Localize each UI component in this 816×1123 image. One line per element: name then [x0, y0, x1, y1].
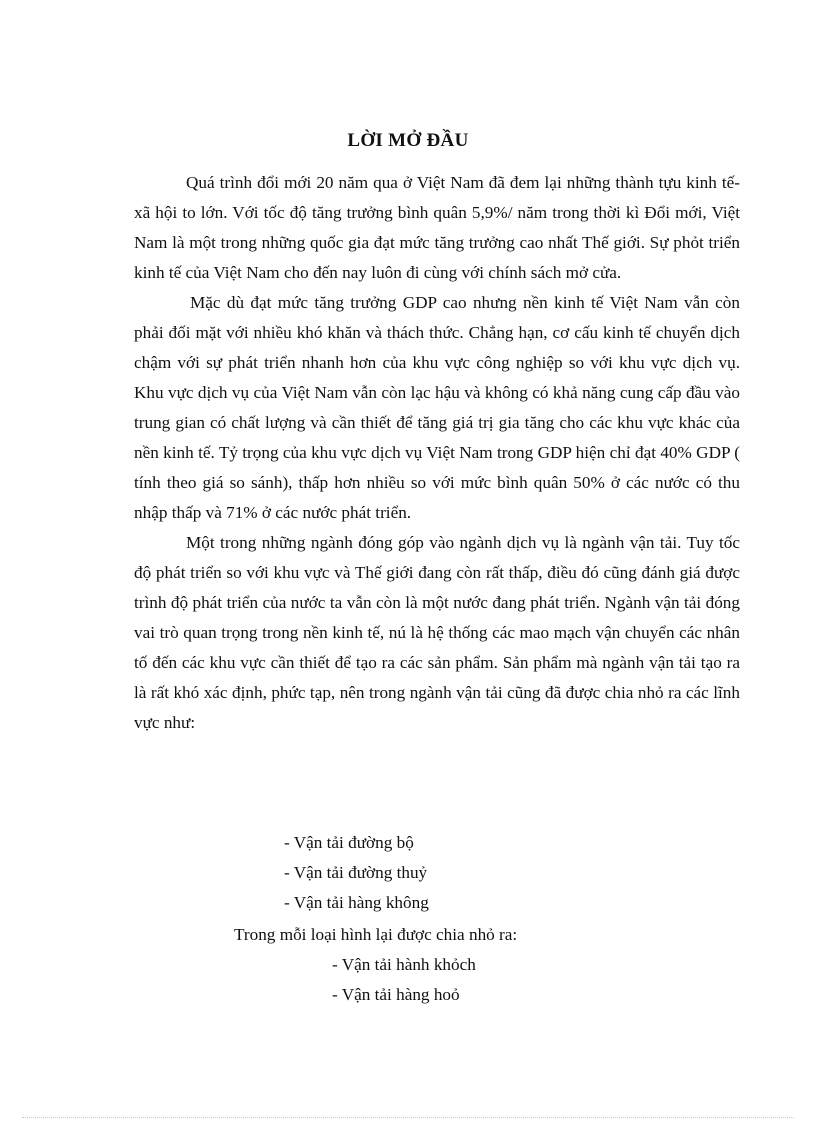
subdivision-intro: Trong mỗi loại hình lại được chia nhỏ ra:: [234, 925, 518, 944]
list-item-road: - Vận tải đường bộ: [284, 833, 414, 852]
list-item-cargo: - Vận tải hàng hoỏ: [332, 985, 460, 1004]
paragraph-challenges: Mặc dù đạt mức tăng trưởng GDP cao nhưng nền kinh tế Việt Nam vẫn còn phải đối mặt với nhiều khó khăn và thách thức. Chẳng hạn, cơ cấu kinh tế chuyển dịch chậm với sự phát triển nhanh hơn của khu vực công nghiệp so với khu vực dịch vụ. Khu vực dịch vụ của Việt Nam vẫn còn lạc hậu và không có khả năng cung cấp đầu vào trung gian có chất lượng và cần thiết để tăng giá trị gia tăng cho các khu vực khác của nền kinh tế. Tỷ trọng của khu vực dịch vụ Việt Nam trong GDP hiện chỉ đạt 40% GDP ( tính theo giá so sánh), thấp hơn nhiều so với mức bình quân 50% ở các nước có thu nhập thấp và 71% ở các nước phát triển.: [134, 293, 740, 522]
document-body: [134, 168, 740, 738]
paragraph-intro: Quá trình đổi mới 20 năm qua ở Việt Nam đã đem lại những thành tựu kinh tế- xã hội to lớn. Với tốc độ tăng trưởng bình quân 5,9%/ năm trong thời kì Đổi mới, Việt Nam là một trong những quốc gia đạt mức tăng trưởng cao nhất Thế giới. Sự phỏt triển kinh tế của Việt Nam cho đến nay luôn đi cùng với chính sách mở cửa.: [134, 173, 740, 282]
list-item-waterway: - Vận tải đường thuỷ: [284, 863, 428, 882]
page-title: LỜI MỞ ĐẦU: [347, 130, 469, 151]
list-item-passenger: - Vận tải hành khỏch: [332, 955, 476, 974]
paragraph-transport: Một trong những ngành đóng góp vào ngành dịch vụ là ngành vận tải. Tuy tốc độ phát triển so với khu vực và Thế giới đang còn rất thấp, điều đó cũng đánh giá được trình độ phát triển của nước ta vẫn còn là một nước đang phát triển. Ngành vận tải đóng vai trò quan trọng trong nền kinh tế, nú là hệ thống các mao mạch vận chuyển các nhân tố đến các khu vực cần thiết để tạo ra các sản phẩm. Sản phẩm mà ngành vận tải tạo ra là rất khó xác định, phức tạp, nên trong ngành vận tải cũng đã được chia nhỏ ra các lĩnh vực như:: [134, 533, 740, 732]
list-item-air: - Vận tải hàng không: [284, 893, 429, 912]
page-bottom-divider: [22, 1117, 794, 1118]
